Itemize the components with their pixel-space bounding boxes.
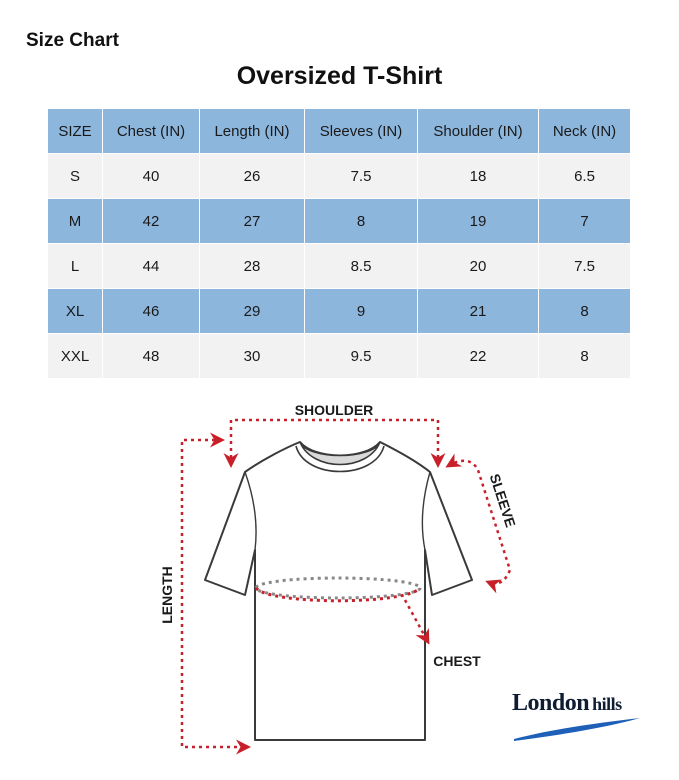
cell-neck: 7 [539,199,631,244]
brand-name-main: London [512,690,590,716]
cell-chest: 40 [103,154,200,199]
cell-shoulder: 18 [418,154,539,199]
cell-chest: 42 [103,199,200,244]
cell-shoulder: 22 [418,334,539,379]
cell-neck: 8 [539,289,631,334]
length-measure-arrow [182,440,248,747]
column-header-neck: Neck (IN) [539,109,631,154]
cell-sleeves: 8 [305,199,418,244]
table-row [48,199,630,244]
column-header-size: SIZE [48,109,103,154]
cell-size: XL [48,289,103,334]
cell-neck: 8 [539,334,631,379]
column-header-length: Length (IN) [200,109,305,154]
chest-label: CHEST [433,653,481,669]
length-label: LENGTH [159,566,175,624]
cell-length: 28 [200,244,305,289]
cell-shoulder: 19 [418,199,539,244]
table-row [48,289,630,334]
tshirt-body [205,442,472,740]
brand-swoosh-icon [512,717,642,743]
table-row [48,334,630,379]
cell-sleeves: 9.5 [305,334,418,379]
tshirt-illustration [205,442,472,740]
cell-size: L [48,244,103,289]
cell-sleeves: 9 [305,289,418,334]
cell-size: S [48,154,103,199]
cell-length: 29 [200,289,305,334]
shoulder-label: SHOULDER [294,402,374,418]
column-header-sleeves: Sleeves (IN) [305,109,418,154]
cell-shoulder: 21 [418,289,539,334]
column-header-chest: Chest (IN) [103,109,200,154]
table-row [48,244,630,289]
cell-neck: 6.5 [539,154,631,199]
cell-neck: 7.5 [539,244,631,289]
cell-sleeves: 7.5 [305,154,418,199]
size-table [48,109,630,379]
cell-shoulder: 20 [418,244,539,289]
table-row [48,154,630,199]
cell-length: 27 [200,199,305,244]
cell-size: XXL [48,334,103,379]
column-header-shoulder: Shoulder (IN) [418,109,539,154]
cell-chest: 44 [103,244,200,289]
cell-sleeves: 8.5 [305,244,418,289]
table-header-row [48,109,630,154]
cell-size: M [48,199,103,244]
brand-name-small: hills [592,694,622,714]
cell-chest: 46 [103,289,200,334]
sleeve-label: SLEEVE [486,471,519,530]
cell-length: 26 [200,154,305,199]
page-title: Oversized T-Shirt [236,62,443,90]
cell-length: 30 [200,334,305,379]
brand-logo [512,690,622,717]
cell-chest: 48 [103,334,200,379]
size-chart-label: Size Chart [26,30,119,51]
